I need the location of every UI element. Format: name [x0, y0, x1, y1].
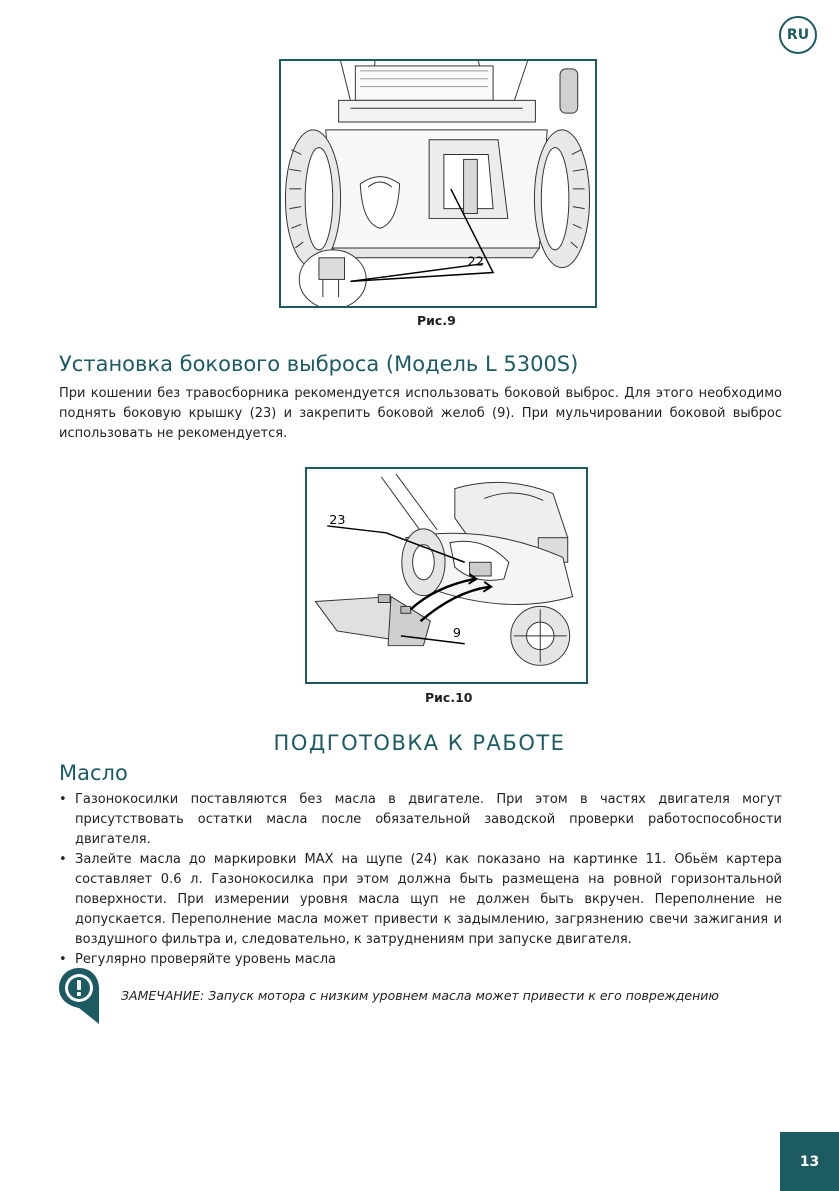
list-item: • Регулярно проверяйте уровень масла: [59, 950, 782, 970]
figure-9-caption: Рис.9: [417, 313, 456, 328]
page-number: 13: [780, 1132, 839, 1191]
exclamation-pin-icon: [57, 966, 101, 1026]
side-discharge-paragraph: При кошении без травосборника рекомендуется использовать боковой выброс. Для этого необходимо поднять боковую крышку (23) и закрепить боковой желоб (9). При мульчировании боковой выброс использовать не рекомендуется.: [59, 386, 782, 441]
oil-heading: Масло: [59, 761, 128, 785]
mower-rear-view-drawing: [281, 61, 595, 306]
language-badge: RU: [779, 16, 817, 54]
side-chute-installation-drawing: [307, 469, 586, 682]
side-discharge-heading: Установка бокового выброса (Модель L 5300S): [59, 352, 579, 376]
figure-9-illustration: [279, 59, 597, 308]
section-title-preparation: ПОДГОТОВКА К РАБОТЕ: [273, 731, 566, 755]
callout-9: 9: [452, 625, 462, 641]
figure-10-illustration: [305, 467, 588, 684]
list-item: • Газонокосилки поставляются без масла в двигателе. При этом в частях двигателя могут присутствовать остатки масла после обязательной заводской проверки работоспособности двигателя.: [59, 790, 782, 850]
note-text: ЗАМЕЧАНИЕ: Запуск мотора с низким уровнем масла может привести к его повреждению: [121, 988, 719, 1003]
list-item: • Залейте масла до маркировки MAX на щупе (24) как показано на картинке 11. Обьём картера составляет 0.6 л. Газонокосилка при этом должна быть размещена на ровной горизонтальной поверхности. При измерении уровня масла щуп не должен быть вкручен. Переполнение не допускается. Переполнение масла может привести к задымлению, загрязнению свечи зажигания и воздушного фильтра и, следовательно, к затруднениям при запуске двигателя.: [59, 850, 782, 950]
oil-instructions-list: [59, 790, 782, 970]
figure-10-caption: Рис.10: [425, 690, 473, 705]
callout-22: 22: [467, 254, 484, 270]
callout-23: 23: [329, 512, 346, 528]
